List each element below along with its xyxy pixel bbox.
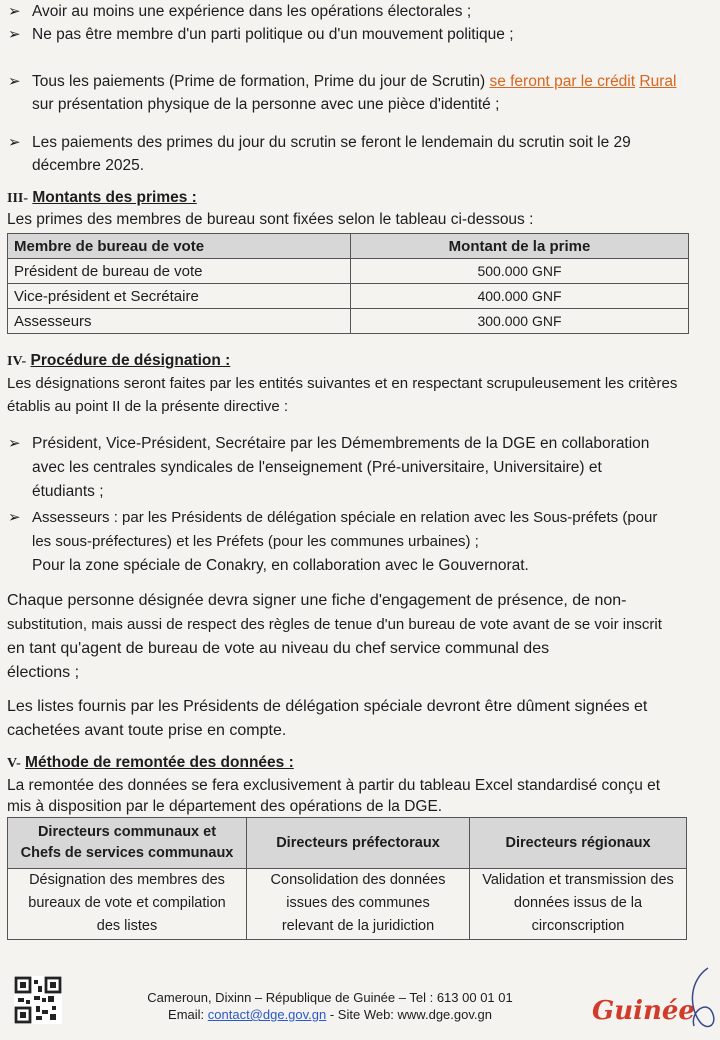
paragraph: élections ;: [7, 664, 80, 681]
arrow-bullet-icon: ➢: [8, 73, 21, 90]
payment-text: sur présentation physique de la personne avec une pièce d'identité ;: [32, 96, 500, 113]
bullet-text: avec les centrales syndicales de l'enseignement (Pré-universitaire, Universitaire) et: [32, 459, 602, 476]
arrow-bullet-icon: ➢: [8, 435, 21, 452]
section-number: III-: [7, 191, 29, 206]
qr-code-icon: [14, 976, 62, 1024]
paragraph: Les listes fournis par les Présidents de délégation spéciale devront être dûment signées et: [7, 698, 648, 715]
table-header-row: [8, 234, 689, 259]
data-flow-table: [7, 817, 687, 940]
section-intro: Les désignations seront faites par les entités suivantes et en respectant scrupuleusement les critères: [7, 375, 678, 392]
guinee-logo: Guinée: [592, 996, 695, 1026]
table-cell: [470, 869, 687, 940]
table-cell: [247, 869, 470, 940]
table-cell: 500.000 GNF: [351, 259, 689, 284]
section-number: IV-: [7, 354, 27, 369]
table-cell: 400.000 GNF: [351, 284, 689, 309]
section-title: Montants des primes :: [32, 189, 197, 206]
payment-text: Les paiements des primes du jour du scrutin se feront le lendemain du scrutin soit le 29: [32, 134, 631, 151]
arrow-bullet-icon: ➢: [8, 134, 21, 151]
payment-text: Tous les paiements (Prime de formation, Prime du jour de Scrutin): [32, 73, 490, 90]
table-header: Montant de la prime: [351, 234, 689, 259]
bullet-text: Assesseurs : par les Présidents de délégation spéciale en relation avec les Sous-préfets (pour: [32, 509, 658, 526]
paragraph: substitution, mais aussi de respect des règles de tenue d'un bureau de vote avant de se voir inscrit: [7, 616, 662, 633]
paragraph: Chaque personne désignée devra signer une fiche d'engagement de présence, de non-: [7, 592, 627, 609]
highlighted-text: se feront par le crédit: [489, 73, 636, 90]
table-header: [8, 818, 247, 869]
bullet-text: les sous-préfectures) et les Préfets (pour les communes urbaines) ;: [32, 533, 479, 550]
section-title: Méthode de remontée des données :: [25, 754, 294, 771]
table-cell: 300.000 GNF: [351, 309, 689, 334]
section-intro: La remontée des données se fera exclusivement à partir du tableau Excel standardisé conçu et: [7, 777, 661, 794]
table-cell: Président de bureau de vote: [8, 259, 351, 284]
footer-contact: [120, 1006, 540, 1023]
bullet-text: Pour la zone spéciale de Conakry, en collaboration avec le Gouvernorat.: [32, 557, 529, 574]
table-header: Membre de bureau de vote: [8, 234, 351, 259]
table-cell: Vice-président et Secrétaire: [8, 284, 351, 309]
cell-line: issues des communes: [286, 895, 430, 911]
website-text: - Site Web: www.dge.gov.gn: [326, 1007, 492, 1022]
cell-line: Consolidation des données: [270, 872, 446, 888]
cell-line: des listes: [96, 918, 158, 934]
paragraph: cachetées avant toute prise en compte.: [7, 722, 287, 739]
table-header: Directeurs préfectoraux: [247, 818, 470, 869]
arrow-bullet-icon: ➢: [8, 26, 21, 43]
criteria-item: Avoir au moins une expérience dans les opérations électorales ;: [32, 3, 472, 20]
section-heading: [7, 351, 230, 371]
section-heading: [7, 753, 294, 773]
table-cell: [8, 869, 247, 940]
cell-line: circonscription: [531, 918, 625, 934]
highlighted-text: Rural: [639, 73, 677, 90]
table-header: Directeurs régionaux: [470, 818, 687, 869]
section-intro: Les primes des membres de bureau sont fixées selon le tableau ci-dessous :: [7, 211, 534, 228]
cell-line: bureaux de vote et compilation: [28, 895, 226, 911]
section-intro: mis à disposition par le département des opérations de la DGE.: [7, 798, 443, 815]
email-link[interactable]: contact@dge.gov.gn: [207, 1007, 327, 1022]
section-title: Procédure de désignation :: [30, 352, 231, 369]
arrow-bullet-icon: ➢: [8, 3, 21, 20]
paragraph: en tant qu'agent de bureau de vote au niveau du chef service communal des: [7, 640, 550, 657]
bullet-text: Président, Vice-Président, Secrétaire par les Démembrements de la DGE en collaboration: [32, 435, 650, 452]
table-row: [8, 259, 689, 284]
table-header-row: [8, 818, 687, 869]
handwritten-mark-icon: [660, 960, 720, 1040]
table-row: [8, 284, 689, 309]
section-heading: [7, 188, 197, 208]
cell-line: relevant de la juridiction: [281, 918, 435, 934]
header-line: Directeurs communaux et: [37, 824, 217, 840]
criteria-item: Ne pas être membre d'un parti politique ou d'un mouvement politique ;: [32, 26, 514, 43]
section-number: V-: [7, 756, 21, 771]
cell-line: Validation et transmission des: [482, 872, 674, 888]
cell-line: Désignation des membres des: [29, 872, 225, 888]
cell-line: données issus de la: [513, 895, 643, 911]
table-row: [8, 869, 687, 940]
table-row: [8, 309, 689, 334]
header-line: Chefs de services communaux: [20, 845, 234, 861]
arrow-bullet-icon: ➢: [8, 509, 21, 526]
payment-paragraph: [32, 72, 676, 91]
section-intro: établis au point II de la présente directive :: [7, 398, 289, 415]
email-label: Email:: [168, 1007, 208, 1022]
bullet-text: étudiants ;: [32, 483, 104, 500]
payment-text: décembre 2025.: [32, 157, 145, 174]
prime-table: [7, 233, 689, 334]
footer-address: Cameroun, Dixinn – République de Guinée – Tel : 613 00 01 01: [147, 990, 513, 1005]
table-cell: Assesseurs: [8, 309, 351, 334]
